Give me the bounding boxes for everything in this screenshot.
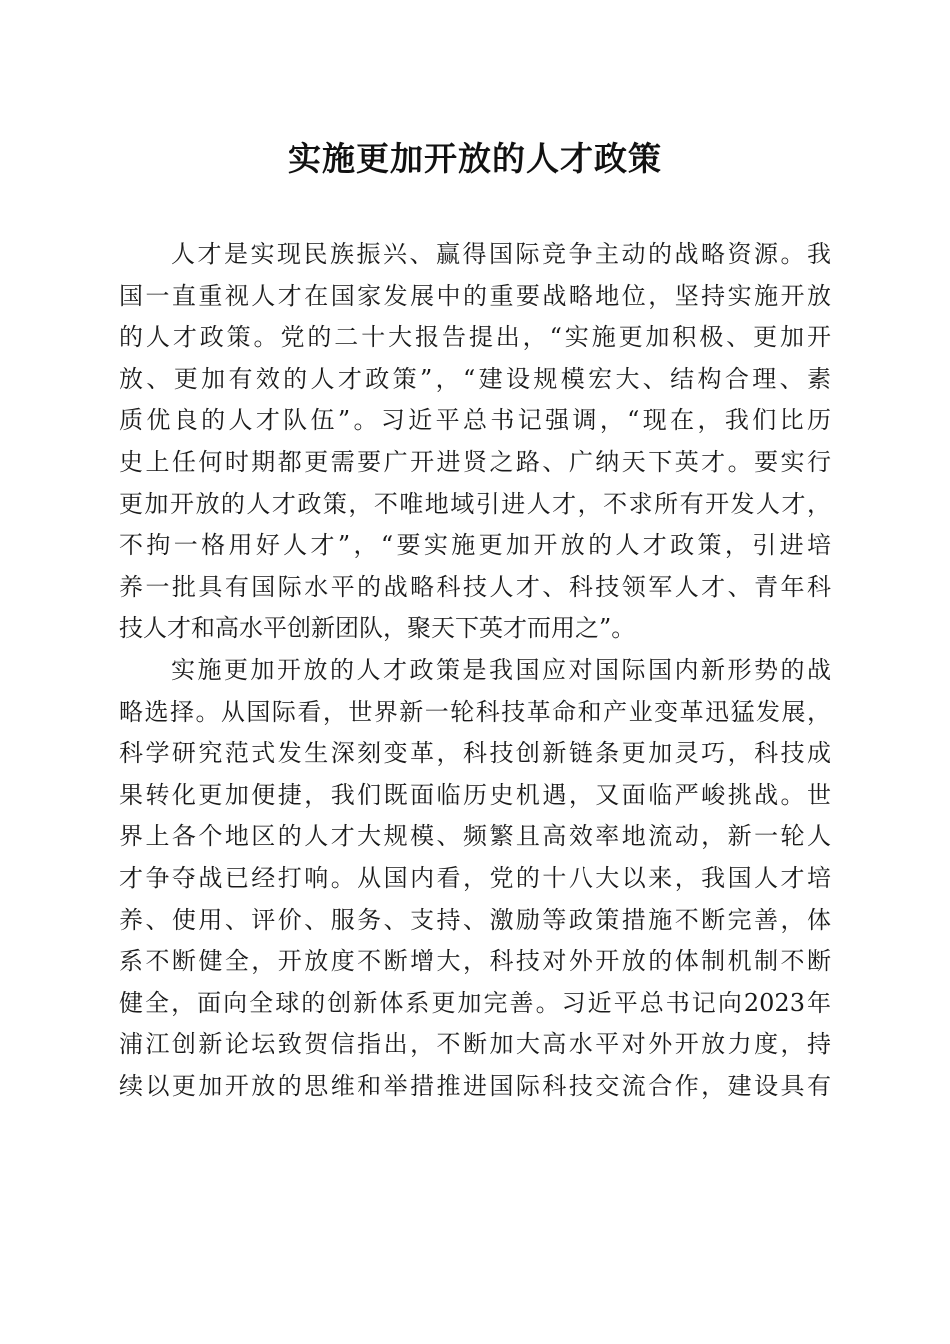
paragraph-line: 才争夺战已经打响。从国内看，党的十八大以来，我国人才培 <box>119 863 831 892</box>
paragraph-line: 国一直重视人才在国家发展中的重要战略地位，坚持实施开放 <box>119 281 831 310</box>
paragraph-1 <box>119 234 831 650</box>
paragraph-line: 健全，面向全球的创新体系更加完善。习近平总书记向2023年 <box>119 988 831 1017</box>
paragraph-line: 人才是实现民族振兴、赢得国际竞争主动的战略资源。我 <box>171 240 831 268</box>
paragraph-line: 养、使用、评价、服务、支持、激励等政策措施不断完善，体 <box>119 905 831 934</box>
paragraph-line: 的人才政策。党的二十大报告提出，“实施更加积极、更加开 <box>119 323 831 352</box>
paragraph-line: 科学研究范式发生深刻变革，科技创新链条更加灵巧，科技成 <box>119 739 831 768</box>
paragraph-line: 质优良的人才队伍”。习近平总书记强调，“现在，我们比历 <box>119 406 831 435</box>
paragraph-line: 不拘一格用好人才”，“要实施更加开放的人才政策，引进培 <box>119 531 831 560</box>
paragraph-line: 浦江创新论坛致贺信指出，不断加大高水平对外开放力度，持 <box>119 1030 831 1059</box>
paragraph-line: 更加开放的人才政策，不唯地域引进人才，不求所有开发人才， <box>119 489 831 518</box>
paragraph-line: 养一批具有国际水平的战略科技人才、科技领军人才、青年科 <box>119 572 831 601</box>
document-title: 实施更加开放的人才政策 <box>288 139 662 178</box>
paragraph-line: 系不断健全，开放度不断增大，科技对外开放的体制机制不断 <box>119 947 831 976</box>
paragraph-2 <box>119 650 831 1108</box>
paragraph-line: 果转化更加便捷，我们既面临历史机遇，又面临严峻挑战。世 <box>119 780 831 809</box>
paragraph-line: 放、更加有效的人才政策”，“建设规模宏大、结构合理、素 <box>119 364 831 393</box>
paragraph-line: 续以更加开放的思维和举措推进国际科技交流合作，建设具有 <box>119 1071 831 1100</box>
paragraph-line: 技人才和高水平创新团队，聚天下英才而用之”。 <box>119 614 636 643</box>
paragraph-line: 略选择。从国际看，世界新一轮科技革命和产业变革迅猛发展， <box>119 697 831 726</box>
paragraph-line: 史上任何时期都更需要广开进贤之路、广纳天下英才。要实行 <box>119 447 831 476</box>
paragraph-line: 实施更加开放的人才政策是我国应对国际国内新形势的战 <box>171 655 831 684</box>
document-body <box>119 234 831 1107</box>
paragraph-line: 界上各个地区的人才大规模、频繁且高效率地流动，新一轮人 <box>119 822 831 851</box>
